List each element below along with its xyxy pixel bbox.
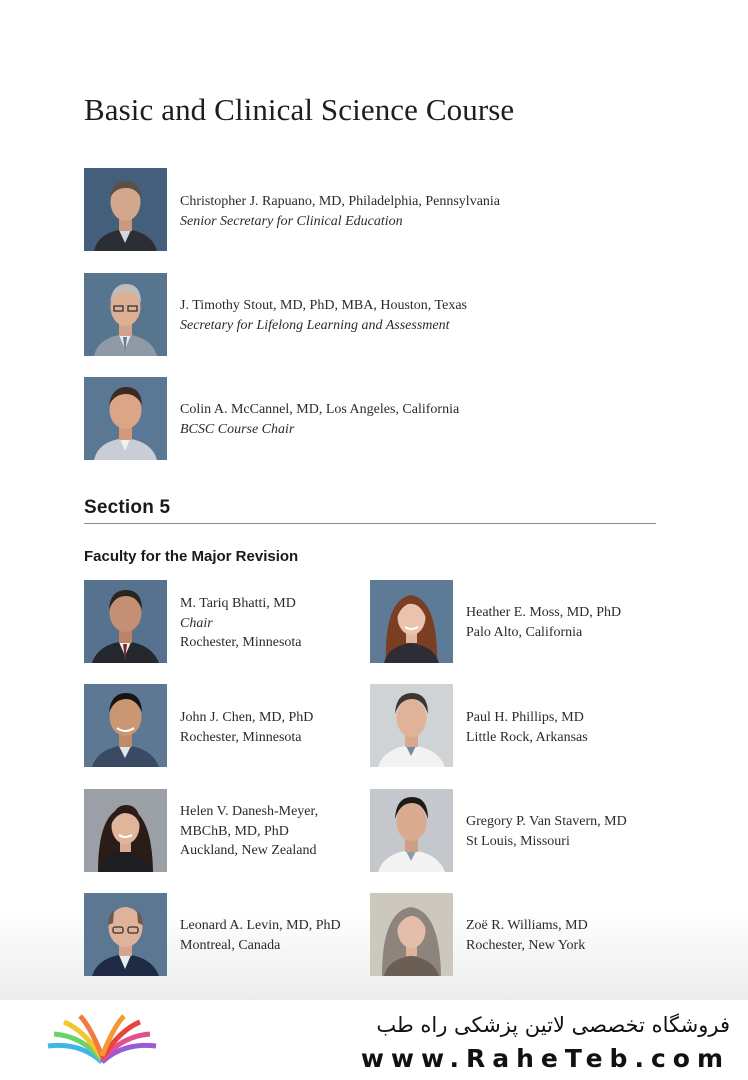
portrait-photo (370, 580, 453, 663)
faculty-location: Rochester, Minnesota (180, 729, 302, 745)
portrait-photo (370, 789, 453, 872)
leader-info (180, 400, 459, 439)
portrait-photo (84, 684, 167, 767)
faculty-info (466, 812, 627, 851)
faculty-location: Auckland, New Zealand (180, 843, 317, 858)
faculty-info (466, 708, 588, 747)
portrait-photo (370, 893, 453, 976)
faculty-name: John J. Chen, MD, PhD (180, 710, 314, 725)
faculty-name: Gregory P. Van Stavern, MD (466, 814, 627, 829)
faculty-info (180, 708, 313, 747)
leader-name: Christopher J. Rapuano, MD, Philadelphia, Pennsylvania (180, 194, 501, 209)
faculty-location: Rochester, New York (466, 937, 586, 953)
faculty-name: Leonard A. Levin, MD, PhD (180, 918, 341, 933)
faculty-info (180, 594, 302, 653)
faculty-location: St Louis, Missouri (466, 833, 570, 849)
portrait-photo (84, 789, 167, 872)
faculty-info (466, 603, 621, 642)
subsection-title: Faculty for the Major Revision (84, 548, 299, 565)
leader-name: Colin A. McCannel, MD, Los Angeles, California (180, 402, 460, 417)
faculty-role: Chair (180, 615, 213, 631)
leader-role: BCSC Course Chair (180, 421, 295, 437)
leader-name: J. Timothy Stout, MD, PhD, MBA, Houston, Texas (180, 298, 467, 313)
leader-role: Secretary for Lifelong Learning and Assessment (180, 317, 450, 333)
leader-info (180, 192, 500, 231)
book-logo (40, 1012, 164, 1073)
faculty-name: M. Tariq Bhatti, MD (180, 596, 296, 611)
portrait-photo (370, 684, 453, 767)
leader-info (180, 296, 467, 335)
leader-role: Senior Secretary for Clinical Education (180, 213, 403, 229)
store-name: فروشگاه تخصصی لاتین پزشکی راه طب (376, 1013, 730, 1037)
portrait-photo (84, 273, 167, 356)
portrait-photo (84, 377, 167, 460)
faculty-info (180, 916, 341, 955)
faculty-location: Palo Alto, California (466, 624, 583, 640)
section-title: Section 5 (84, 497, 171, 518)
portrait-photo (84, 580, 167, 663)
faculty-location: Rochester, Minnesota (180, 635, 302, 650)
faculty-name: Zoë R. Williams, MD (466, 918, 588, 933)
faculty-degrees: MBChB, MD, PhD (180, 823, 289, 839)
faculty-name: Helen V. Danesh-Meyer, (180, 804, 319, 819)
store-banner (0, 1000, 748, 1080)
section-divider (84, 523, 656, 524)
faculty-info (466, 916, 588, 955)
faculty-info (180, 802, 318, 861)
faculty-location: Little Rock, Arkansas (466, 729, 588, 745)
faculty-name: Paul H. Phillips, MD (466, 710, 584, 725)
faculty-name: Heather E. Moss, MD, PhD (466, 605, 622, 620)
store-url[interactable]: www.RaheTeb.com (360, 1044, 730, 1073)
faculty-location: Montreal, Canada (180, 937, 281, 953)
page-title: Basic and Clinical Science Course (84, 92, 515, 127)
portrait-photo (84, 893, 167, 976)
portrait-photo (84, 168, 167, 251)
